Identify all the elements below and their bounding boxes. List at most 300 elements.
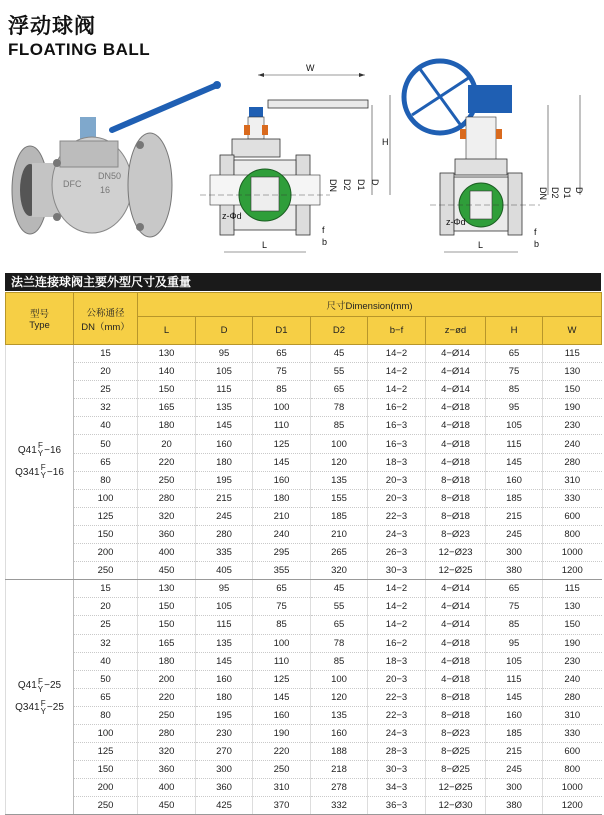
table-row (6, 435, 602, 453)
dimension-cell: 12−Ø25 (426, 562, 486, 580)
dimension-cell: 16−3 (368, 435, 426, 453)
dimension-cell: 310 (253, 779, 311, 797)
dimension-cell: 22−3 (368, 706, 426, 724)
dimension-cell: 245 (486, 525, 543, 543)
dn-cell: 200 (74, 779, 138, 797)
dimension-cell: 185 (486, 724, 543, 742)
dimension-cell: 8−Ø23 (426, 724, 486, 742)
dimension-cell: 14−2 (368, 363, 426, 381)
table-row (6, 580, 602, 598)
dimension-cell: 160 (253, 471, 311, 489)
dimension-cell: 180 (196, 688, 253, 706)
dimension-cell: 330 (543, 724, 602, 742)
dn-cell: 200 (74, 544, 138, 562)
dimension-cell: 215 (196, 489, 253, 507)
table-row (6, 417, 602, 435)
dimension-cell: 75 (253, 363, 311, 381)
dimension-cell: 14−2 (368, 616, 426, 634)
dimension-cell: 85 (486, 616, 543, 634)
dimension-cell: 240 (543, 435, 602, 453)
table-body (6, 345, 602, 815)
dim-l-label-2: L (478, 240, 484, 250)
dimension-cell: 12−Ø23 (426, 544, 486, 562)
dimension-cell: 300 (486, 544, 543, 562)
dn-cell: 20 (74, 363, 138, 381)
dimension-cell: 245 (486, 761, 543, 779)
dimension-cell: 24−3 (368, 724, 426, 742)
dim-zd-label-2: z-Φd (446, 217, 466, 227)
dimension-cell: 180 (253, 489, 311, 507)
dimension-cell: 140 (138, 363, 196, 381)
dimension-cell: 4−Ø18 (426, 435, 486, 453)
product-figures (0, 55, 604, 265)
dimension-cell: 16−2 (368, 399, 426, 417)
dimension-cell: 278 (311, 779, 368, 797)
dimension-cell: 14−2 (368, 381, 426, 399)
dimension-cell: 250 (253, 761, 311, 779)
dimension-cell: 450 (138, 797, 196, 815)
dimension-cell: 310 (543, 471, 602, 489)
gear-valve-drawing (404, 61, 584, 252)
dimension-cell: 405 (196, 562, 253, 580)
dimension-cell: 4−Ø18 (426, 453, 486, 471)
dimension-cell: 188 (311, 743, 368, 761)
dn-cell: 50 (74, 670, 138, 688)
dimension-cell: 75 (486, 363, 543, 381)
dimension-cell: 220 (138, 453, 196, 471)
dimension-cell: 190 (543, 634, 602, 652)
dimension-cell: 218 (311, 761, 368, 779)
casting-mark-dn: DN50 (98, 171, 122, 181)
table-row (6, 525, 602, 543)
dim-h-label: H (382, 137, 389, 147)
dimension-cell: 78 (311, 634, 368, 652)
dim-d-label-2: D (574, 187, 584, 194)
dn-cell: 15 (74, 580, 138, 598)
type-designation: Q41 F Y −16 (17, 441, 62, 459)
dimension-cell: 85 (311, 652, 368, 670)
dimension-cell: 115 (196, 616, 253, 634)
dim-l-label: L (262, 240, 268, 250)
dn-cell: 80 (74, 706, 138, 724)
dn-cell: 125 (74, 743, 138, 761)
dimension-cell: 800 (543, 525, 602, 543)
dimension-cell: 280 (196, 525, 253, 543)
dimension-cell: 18−3 (368, 652, 426, 670)
dimension-cell: 8−Ø18 (426, 489, 486, 507)
col-dn-header (74, 293, 138, 345)
dimension-cell: 400 (138, 779, 196, 797)
dimension-cell: 185 (311, 507, 368, 525)
dimension-cell: 65 (486, 345, 543, 363)
dimension-cell: 130 (543, 598, 602, 616)
col-header-0: L (138, 317, 196, 345)
dimension-cell: 215 (486, 743, 543, 761)
dimension-cell: 150 (543, 616, 602, 634)
dimension-cell: 8−Ø18 (426, 688, 486, 706)
dimension-cell: 200 (138, 670, 196, 688)
dimension-cell: 20 (138, 435, 196, 453)
dimension-cell: 190 (253, 724, 311, 742)
table-row (6, 670, 602, 688)
dimension-cell: 28−3 (368, 743, 426, 761)
dimension-cell: 360 (196, 779, 253, 797)
table-row (6, 652, 602, 670)
dimension-cell: 85 (311, 417, 368, 435)
dimension-cell: 145 (196, 417, 253, 435)
table-row (6, 598, 602, 616)
dimension-cell: 8−Ø25 (426, 761, 486, 779)
dimension-cell: 100 (253, 634, 311, 652)
dimension-cell: 65 (486, 580, 543, 598)
dimension-cell: 100 (253, 399, 311, 417)
dim-d2-label: D2 (342, 179, 352, 191)
col-header-3: D2 (311, 317, 368, 345)
dim-b-label-2: b (534, 239, 540, 249)
dim-d-label: D (370, 179, 380, 186)
dimension-cell: 165 (138, 399, 196, 417)
dimension-cell: 14−2 (368, 598, 426, 616)
dimension-cell: 65 (311, 381, 368, 399)
dimension-cell: 8−Ø18 (426, 507, 486, 525)
dimension-cell: 320 (311, 562, 368, 580)
dimension-cell: 55 (311, 598, 368, 616)
table-row (6, 544, 602, 562)
dimension-cell: 85 (486, 381, 543, 399)
dimension-cell: 115 (486, 435, 543, 453)
dimension-cell: 230 (543, 652, 602, 670)
dimension-cell: 115 (486, 670, 543, 688)
dimension-cell: 240 (543, 670, 602, 688)
table-row (6, 363, 602, 381)
dimension-cell: 22−3 (368, 507, 426, 525)
table-row (6, 562, 602, 580)
dim-dn-label: DN (328, 179, 338, 192)
dimension-cell: 210 (311, 525, 368, 543)
table-row (6, 706, 602, 724)
table-header (6, 293, 602, 345)
col-type-header (6, 293, 74, 345)
dimension-cell: 100 (311, 435, 368, 453)
dimension-cell: 332 (311, 797, 368, 815)
dimension-cell: 45 (311, 345, 368, 363)
dn-cell: 25 (74, 616, 138, 634)
dimension-cell: 4−Ø14 (426, 345, 486, 363)
dimension-cell: 85 (253, 616, 311, 634)
dimension-cell: 145 (253, 688, 311, 706)
dimension-cell: 20−3 (368, 670, 426, 688)
dim-f-label-2: f (534, 227, 537, 237)
col-header-1: D (196, 317, 253, 345)
col-header-4: b−f (368, 317, 426, 345)
dimension-cell: 160 (196, 670, 253, 688)
table-row (6, 471, 602, 489)
dn-cell: 40 (74, 417, 138, 435)
dim-d2-label-2: D2 (550, 187, 560, 199)
dimension-cell: 75 (486, 598, 543, 616)
dimension-cell: 800 (543, 761, 602, 779)
dn-cell: 65 (74, 688, 138, 706)
dimension-cell: 280 (543, 688, 602, 706)
dimension-cell: 4−Ø18 (426, 652, 486, 670)
dim-dn-label-2: DN (538, 187, 548, 200)
table-row (6, 634, 602, 652)
col-header-5: z−ød (426, 317, 486, 345)
dimension-cell: 180 (138, 652, 196, 670)
dn-cell: 32 (74, 399, 138, 417)
dimension-cell: 145 (486, 688, 543, 706)
dimension-cell: 95 (486, 399, 543, 417)
dimension-cell: 115 (543, 580, 602, 598)
dimension-cell: 120 (311, 688, 368, 706)
dimension-cell: 1200 (543, 562, 602, 580)
dimension-cell: 120 (311, 453, 368, 471)
dimension-cell: 210 (253, 507, 311, 525)
dimension-cell: 160 (253, 706, 311, 724)
dimension-cell: 330 (543, 489, 602, 507)
dimension-cell: 265 (311, 544, 368, 562)
dimension-cell: 135 (311, 706, 368, 724)
dimension-cell: 16−3 (368, 417, 426, 435)
dimension-cell: 22−3 (368, 688, 426, 706)
dimension-cell: 55 (311, 363, 368, 381)
dimension-cell: 24−3 (368, 525, 426, 543)
dimension-cell: 135 (311, 471, 368, 489)
type-cell (6, 580, 74, 815)
table-row (6, 489, 602, 507)
dimension-cell: 100 (311, 670, 368, 688)
dimension-cell: 335 (196, 544, 253, 562)
dimension-cell: 18−3 (368, 453, 426, 471)
dimension-cell: 270 (196, 743, 253, 761)
dimension-cell: 95 (486, 634, 543, 652)
dimension-cell: 160 (196, 435, 253, 453)
dim-d1-label: D1 (356, 179, 366, 191)
table-row (6, 761, 602, 779)
dimension-cell: 8−Ø18 (426, 471, 486, 489)
dimension-cell: 150 (138, 381, 196, 399)
table-row (6, 688, 602, 706)
dn-cell: 125 (74, 507, 138, 525)
dimension-cell: 160 (486, 706, 543, 724)
col-type-en: Type (29, 320, 50, 331)
dimension-cell: 600 (543, 507, 602, 525)
type-designation: Q341 F Y −16 (15, 463, 64, 481)
dn-cell: 25 (74, 381, 138, 399)
dimension-cell: 130 (138, 580, 196, 598)
dimension-cell: 600 (543, 743, 602, 761)
dimension-cell: 125 (253, 670, 311, 688)
dimension-cell: 230 (196, 724, 253, 742)
dn-cell: 150 (74, 761, 138, 779)
dimension-cell: 300 (196, 761, 253, 779)
dimension-cell: 130 (543, 363, 602, 381)
dimension-cell: 4−Ø18 (426, 670, 486, 688)
dn-cell: 100 (74, 724, 138, 742)
table-row (6, 507, 602, 525)
dimension-cell: 280 (138, 489, 196, 507)
dimension-cell: 14−2 (368, 345, 426, 363)
dimension-cell: 400 (138, 544, 196, 562)
dimension-cell: 30−3 (368, 761, 426, 779)
page-title-cn: 浮动球阀 (8, 14, 96, 38)
dimension-cell: 30−3 (368, 562, 426, 580)
col-header-6: H (486, 317, 543, 345)
dn-cell: 40 (74, 652, 138, 670)
dim-b-label: b (322, 237, 328, 247)
dimension-cell: 125 (253, 435, 311, 453)
dimension-cell: 135 (196, 634, 253, 652)
dimension-cell: 105 (196, 598, 253, 616)
dim-w-label: W (306, 63, 315, 73)
dimension-cell: 14−2 (368, 580, 426, 598)
dn-cell: 20 (74, 598, 138, 616)
dimension-cell: 195 (196, 706, 253, 724)
dimension-cell: 150 (543, 381, 602, 399)
dimension-cell: 185 (486, 489, 543, 507)
dimension-cell: 105 (486, 652, 543, 670)
dimension-cell: 450 (138, 562, 196, 580)
table-row (6, 724, 602, 742)
dimension-cell: 4−Ø14 (426, 616, 486, 634)
dimension-cell: 180 (196, 453, 253, 471)
table-row (6, 797, 602, 815)
dimension-cell: 320 (138, 743, 196, 761)
dimension-cell: 195 (196, 471, 253, 489)
col-header-2: D1 (253, 317, 311, 345)
dim-d1-label-2: D1 (562, 187, 572, 199)
dimension-cell: 145 (253, 453, 311, 471)
page-title-en: FLOATING BALL (8, 40, 151, 59)
dimension-cell: 85 (253, 381, 311, 399)
dimension-cell: 240 (253, 525, 311, 543)
dimension-cell: 280 (543, 453, 602, 471)
dimension-cell: 250 (138, 471, 196, 489)
dimension-cell: 245 (196, 507, 253, 525)
dn-cell: 50 (74, 435, 138, 453)
dimension-cell: 300 (486, 779, 543, 797)
dimension-cell: 250 (138, 706, 196, 724)
dimension-cell: 95 (196, 580, 253, 598)
col-type-cn: 型号 (29, 309, 49, 320)
dimension-cell: 4−Ø14 (426, 580, 486, 598)
table-row (6, 345, 602, 363)
dimension-cell: 16−2 (368, 634, 426, 652)
dimension-cell: 145 (486, 453, 543, 471)
dimension-cell: 220 (138, 688, 196, 706)
col-header-7: W (543, 317, 602, 345)
dimension-cell: 105 (486, 417, 543, 435)
dimension-cell: 370 (253, 797, 311, 815)
dimension-cell: 155 (311, 489, 368, 507)
dimension-cell: 4−Ø18 (426, 634, 486, 652)
dimension-cell: 380 (486, 562, 543, 580)
dimension-cell: 220 (253, 743, 311, 761)
col-dn-cn: 公称通径 (86, 307, 125, 319)
dimension-cell: 280 (138, 724, 196, 742)
dimension-cell: 12−Ø30 (426, 797, 486, 815)
dimension-table (5, 292, 602, 815)
dimension-cell: 95 (196, 345, 253, 363)
dimension-cell: 45 (311, 580, 368, 598)
table-row (6, 779, 602, 797)
dimension-cell: 8−Ø23 (426, 525, 486, 543)
dimension-cell: 4−Ø14 (426, 363, 486, 381)
dimension-cell: 115 (196, 381, 253, 399)
dimension-cell: 180 (138, 417, 196, 435)
dimension-cell: 8−Ø25 (426, 743, 486, 761)
dimension-cell: 65 (253, 580, 311, 598)
dimension-cell: 165 (138, 634, 196, 652)
dimension-cell: 320 (138, 507, 196, 525)
dimension-cell: 150 (138, 598, 196, 616)
table-row (6, 743, 602, 761)
table-row (6, 616, 602, 634)
dimension-cell: 12−Ø25 (426, 779, 486, 797)
dimension-cell: 20−3 (368, 489, 426, 507)
valve-photo (12, 81, 221, 237)
dim-f-label: f (322, 225, 325, 235)
dimension-cell: 20−3 (368, 471, 426, 489)
dn-cell: 250 (74, 562, 138, 580)
dn-cell: 150 (74, 525, 138, 543)
dimension-cell: 230 (543, 417, 602, 435)
dimension-cell: 130 (138, 345, 196, 363)
dimension-cell: 150 (138, 616, 196, 634)
col-dimension-group: 尺寸Dimension(mm) (138, 293, 602, 317)
table-row (6, 453, 602, 471)
dimension-cell: 1000 (543, 544, 602, 562)
dimension-cell: 115 (543, 345, 602, 363)
dimension-cell: 135 (196, 399, 253, 417)
dimension-cell: 75 (253, 598, 311, 616)
type-designation: Q341 F Y −25 (15, 698, 64, 716)
dn-cell: 80 (74, 471, 138, 489)
dimension-cell: 110 (253, 417, 311, 435)
dimension-cell: 160 (486, 471, 543, 489)
dimension-cell: 360 (138, 761, 196, 779)
dimension-cell: 65 (253, 345, 311, 363)
dn-cell: 100 (74, 489, 138, 507)
dimension-cell: 360 (138, 525, 196, 543)
dimension-cell: 65 (311, 616, 368, 634)
table-row (6, 399, 602, 417)
dimension-cell: 4−Ø14 (426, 598, 486, 616)
dimension-cell: 380 (486, 797, 543, 815)
dimension-cell: 78 (311, 399, 368, 417)
dimension-cell: 355 (253, 562, 311, 580)
dimension-cell: 1000 (543, 779, 602, 797)
dimension-cell: 145 (196, 652, 253, 670)
dimension-cell: 8−Ø18 (426, 706, 486, 724)
type-designation: Q41 F Y −25 (17, 676, 62, 694)
dimension-cell: 190 (543, 399, 602, 417)
lever-valve-drawing (200, 63, 390, 252)
dim-zd-label: z-Φd (222, 211, 242, 221)
casting-mark-dfc: DFC (63, 179, 82, 189)
dimension-cell: 4−Ø14 (426, 381, 486, 399)
type-cell (6, 345, 74, 580)
dimension-cell: 110 (253, 652, 311, 670)
dimension-cell: 215 (486, 507, 543, 525)
dn-cell: 32 (74, 634, 138, 652)
dimension-cell: 310 (543, 706, 602, 724)
dimension-cell: 36−3 (368, 797, 426, 815)
col-dn-en: DN（mm） (81, 321, 130, 333)
dimension-cell: 4−Ø18 (426, 417, 486, 435)
dn-cell: 15 (74, 345, 138, 363)
table-caption: 法兰连接球阀主要外型尺寸及重量 (5, 273, 601, 291)
